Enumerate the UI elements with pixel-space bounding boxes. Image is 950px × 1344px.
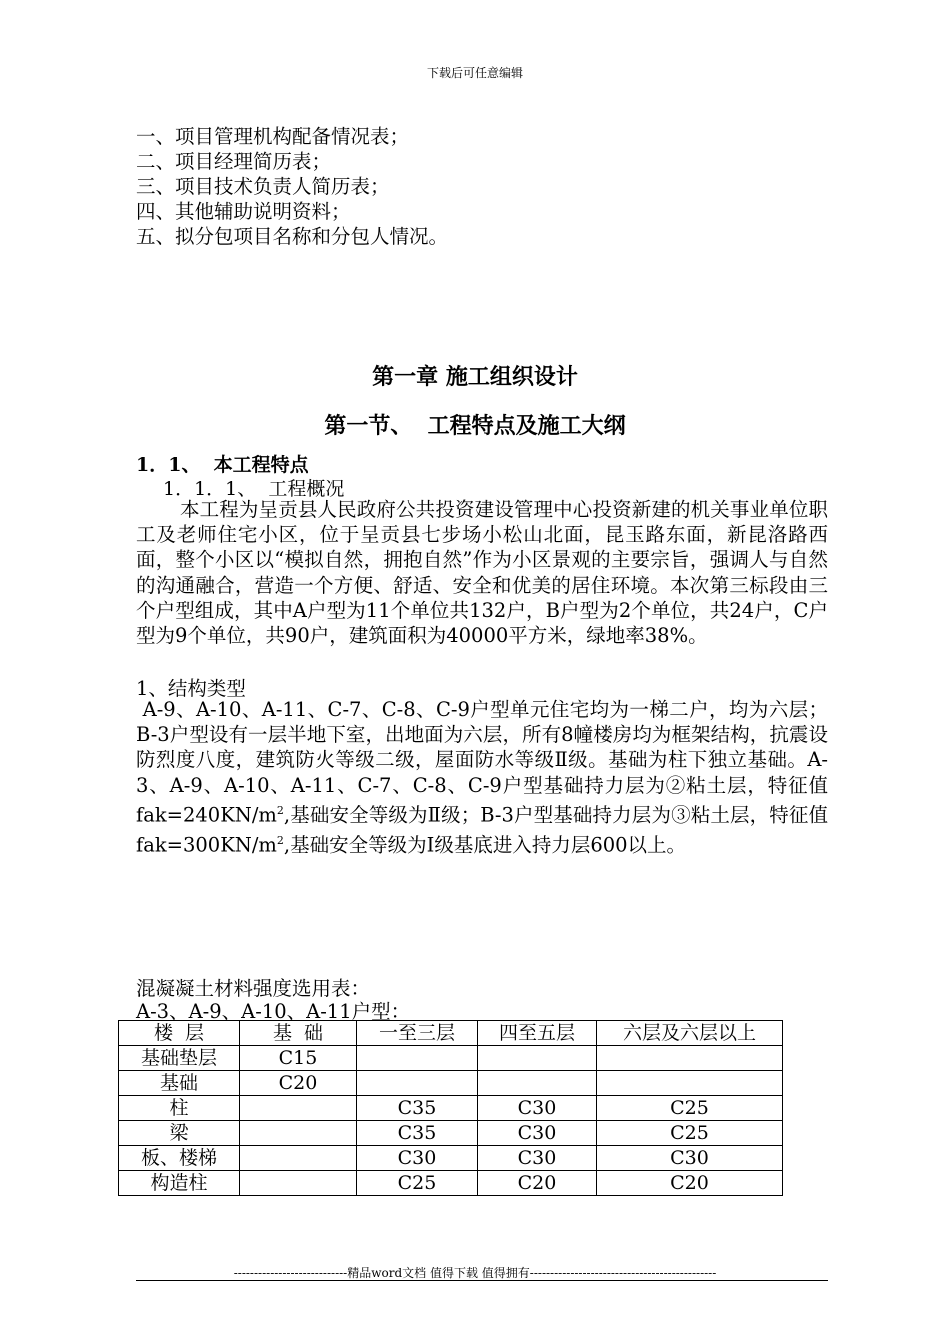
table-cell: 柱 — [119, 1096, 240, 1121]
table-header-cell: 六层及六层以上 — [597, 1021, 783, 1046]
list-item: 一、项目管理机构配备情况表； — [136, 125, 410, 148]
table-cell: 基础垫层 — [119, 1046, 240, 1071]
table-header-row — [119, 1021, 783, 1046]
table-row — [119, 1121, 783, 1146]
table-cell — [240, 1121, 357, 1146]
table-cell: C35 — [357, 1121, 478, 1146]
table-cell — [478, 1071, 597, 1096]
table-cell: C20 — [478, 1171, 597, 1196]
structure-paragraph — [136, 697, 828, 857]
table-cell: C30 — [478, 1121, 597, 1146]
table-cell — [357, 1046, 478, 1071]
page-footer: ----------------------------精品word文档 值得下载 值得拥有---------------------------------------------- — [233, 1266, 717, 1280]
section-title: 第一节、 工程特点及施工大纲 — [324, 413, 626, 439]
subsubsection-title: 1．1．1、 工程概况 — [163, 478, 345, 500]
structure-text-part: A-9、A-10、A-11、C-7、C-8、C-9户型单元住宅均为一梯二户，均为六层；B-3户型设有一层半地下室，出地面为六层，所有8幢楼房均为框架结构，抗震设防烈度八度，建筑防火等级二级，屋面防水等级Ⅱ级。基础为柱下独立基础。A-3、A-9、A-10、A-11、C-7、C-8、C-9户型基础持力层为②粘土层，特征值fak=240KN/m — [136, 698, 829, 827]
project-overview-paragraph: 本工程为呈贡县人民政府公共投资建设管理中心投资新建的机关事业单位职工及老师住宅小区，位于呈贡县七步场小松山北面，昆玉路东面，新昆洛路西面，整个小区以“模拟自然，拥抱自然”作为小区景观的主要宗旨，强调人与自然的沟通融合，营造一个方便、舒适、安全和优美的居住环境。本次第三标段由三个户型组成，其中A户型为11个单位共132户，B户型为2个单位，共24户，C户型为9个单位，共90户，建筑面积为40000平方米，绿地率38%。 — [136, 498, 828, 648]
table-row — [119, 1096, 783, 1121]
table-cell: C15 — [240, 1046, 357, 1071]
table-cell — [357, 1071, 478, 1096]
table-cell — [597, 1071, 783, 1096]
table-cell: C35 — [357, 1096, 478, 1121]
table-row — [119, 1171, 783, 1196]
page-header: 下载后可任意编辑 — [426, 66, 523, 80]
table-cell: C30 — [357, 1146, 478, 1171]
list-item: 二、项目经理简历表； — [136, 150, 332, 173]
table-cell: 板、楼梯 — [119, 1146, 240, 1171]
table-header-cell: 四至五层 — [478, 1021, 597, 1046]
table-header-cell: 一至三层 — [357, 1021, 478, 1046]
table-cell: 构造柱 — [119, 1171, 240, 1196]
table-cell — [240, 1146, 357, 1171]
structure-text-part: ,基础安全等级为Ⅰ级基底进入持力层600以上。 — [283, 833, 687, 857]
superscript: 2 — [276, 803, 284, 817]
table-subcaption: A-3、A-9、A-10、A-11户型： — [136, 1000, 411, 1023]
superscript: 2 — [276, 833, 284, 847]
table-cell: C30 — [478, 1146, 597, 1171]
table-row — [119, 1046, 783, 1071]
table-cell — [478, 1046, 597, 1071]
table-cell: C30 — [597, 1146, 783, 1171]
submission-list — [136, 124, 448, 249]
table-cell: C25 — [357, 1171, 478, 1196]
table-caption: 混凝凝土材料强度选用表： — [136, 977, 371, 1000]
table-cell: C20 — [240, 1071, 357, 1096]
concrete-strength-table — [118, 1020, 783, 1196]
table-cell: 梁 — [119, 1121, 240, 1146]
table-cell: C20 — [597, 1171, 783, 1196]
table-cell: C25 — [597, 1121, 783, 1146]
table-cell: C30 — [478, 1096, 597, 1121]
list-item: 三、项目技术负责人简历表； — [136, 175, 390, 198]
structure-text-part: ,基础安全等级为Ⅱ级；B-3户型基础持力层为③粘土层，特征值fak=300KN/m — [136, 803, 828, 857]
table-row — [119, 1146, 783, 1171]
footer-divider — [136, 1280, 828, 1281]
table-cell — [240, 1171, 357, 1196]
list-item: 四、其他辅助说明资料； — [136, 200, 351, 223]
table-cell — [240, 1096, 357, 1121]
table-row — [119, 1071, 783, 1096]
table-cell: 基础 — [119, 1071, 240, 1096]
list-item: 五、拟分包项目名称和分包人情况。 — [136, 225, 449, 248]
table-cell — [597, 1046, 783, 1071]
table-cell: C25 — [597, 1096, 783, 1121]
structure-type-label: 1、结构类型 — [136, 677, 246, 700]
table-header-cell: 楼 层 — [119, 1021, 240, 1046]
table-header-cell: 基 础 — [240, 1021, 357, 1046]
subsection-title: 1．1、 本工程特点 — [136, 454, 309, 476]
chapter-title: 第一章 施工组织设计 — [372, 364, 578, 390]
